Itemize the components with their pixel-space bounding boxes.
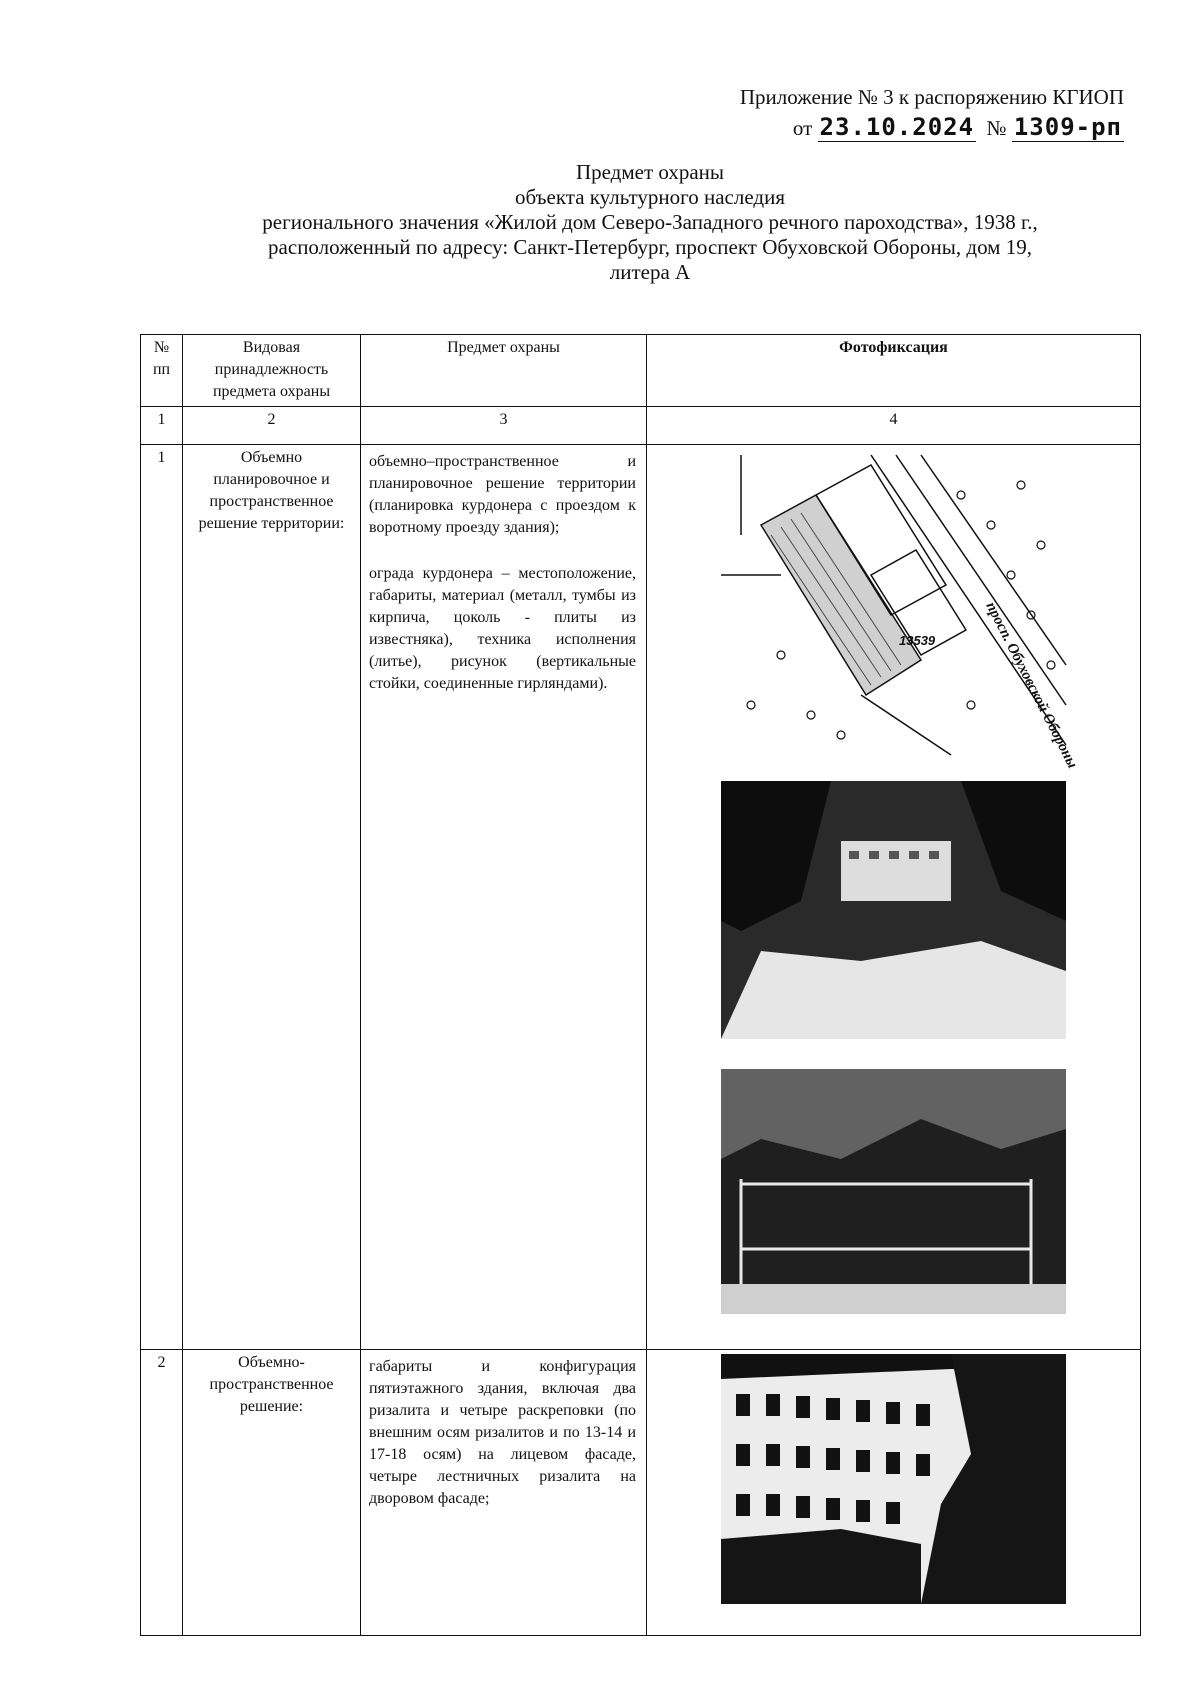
header-subject: Предмет охраны: [361, 335, 647, 407]
order-line: [740, 112, 1124, 143]
from-label: от: [792, 116, 813, 140]
fence-photo: [721, 1069, 1066, 1314]
table-row: [141, 445, 1141, 1350]
map-parcel-label: 13539: [899, 633, 936, 648]
title-line-5: литера А: [609, 260, 691, 284]
order-number: 1309-рп: [1013, 113, 1122, 141]
courtyard-photo: [721, 781, 1066, 1039]
title-line-1: Предмет охраны: [575, 160, 725, 184]
table-header-row: [141, 335, 1141, 407]
document-header: [740, 82, 1124, 143]
cadastral-map-image: [721, 455, 1081, 771]
row-subject: [361, 445, 647, 1350]
facade-photo: [721, 1354, 1066, 1604]
table-numbering-row: [141, 407, 1141, 445]
header-no: № пп: [141, 335, 183, 407]
subject-paragraph: объемно–пространственное и планировочное решение территории (планировка курдонера с проездом к воротному проезду здания);: [369, 453, 636, 536]
row-type: Объемно планировочное и пространственное решение территории:: [183, 445, 361, 1350]
document-title: [170, 160, 1130, 285]
row-subject: [361, 1350, 647, 1636]
order-date: 23.10.2024: [819, 113, 975, 141]
row-type: Объемно-пространственное решение:: [183, 1350, 361, 1636]
row-photos: [647, 1350, 1141, 1636]
col-number: 1: [141, 407, 183, 445]
row-number: 1: [141, 445, 183, 1350]
title-line-3: регионального значения «Жилой дом Северо-Западного речного пароходства», 1938 г.,: [262, 210, 1038, 234]
subject-paragraph: ограда курдонера – местоположение, габариты, материал (металл, тумбы из кирпича, цоколь - плиты из известняка), техника исполнения (литье), рисунок (вертикальные стойки, соединенные гирляндами).: [369, 565, 636, 692]
number-sign: №: [986, 116, 1007, 140]
table-row: [141, 1350, 1141, 1636]
col-number: 4: [647, 407, 1141, 445]
row-photos: [647, 445, 1141, 1350]
appendix-line: Приложение № 3 к распоряжению КГИОП: [739, 85, 1124, 109]
title-line-4: расположенный по адресу: Санкт-Петербург, проспект Обуховской Обороны, дом 19,: [268, 235, 1032, 259]
protection-table: [140, 334, 1141, 1636]
col-number: 2: [183, 407, 361, 445]
title-line-2: объекта культурного наследия: [515, 185, 785, 209]
map-street-label: просп. Обуховской Обороны: [982, 599, 1081, 771]
header-photo: Фотофиксация: [647, 335, 1141, 407]
row-number: 2: [141, 1350, 183, 1636]
subject-paragraph: габариты и конфигурация пятиэтажного здания, включая два ризалита и четыре раскреповки (по внешним осям ризалитов и по 13-14 и 17-18 осям) на лицевом фасаде, четыре лестничных ризалита на дворовом фасаде;: [369, 1358, 636, 1507]
header-type: Видовая принадлежность предмета охраны: [183, 335, 361, 407]
col-number: 3: [361, 407, 647, 445]
